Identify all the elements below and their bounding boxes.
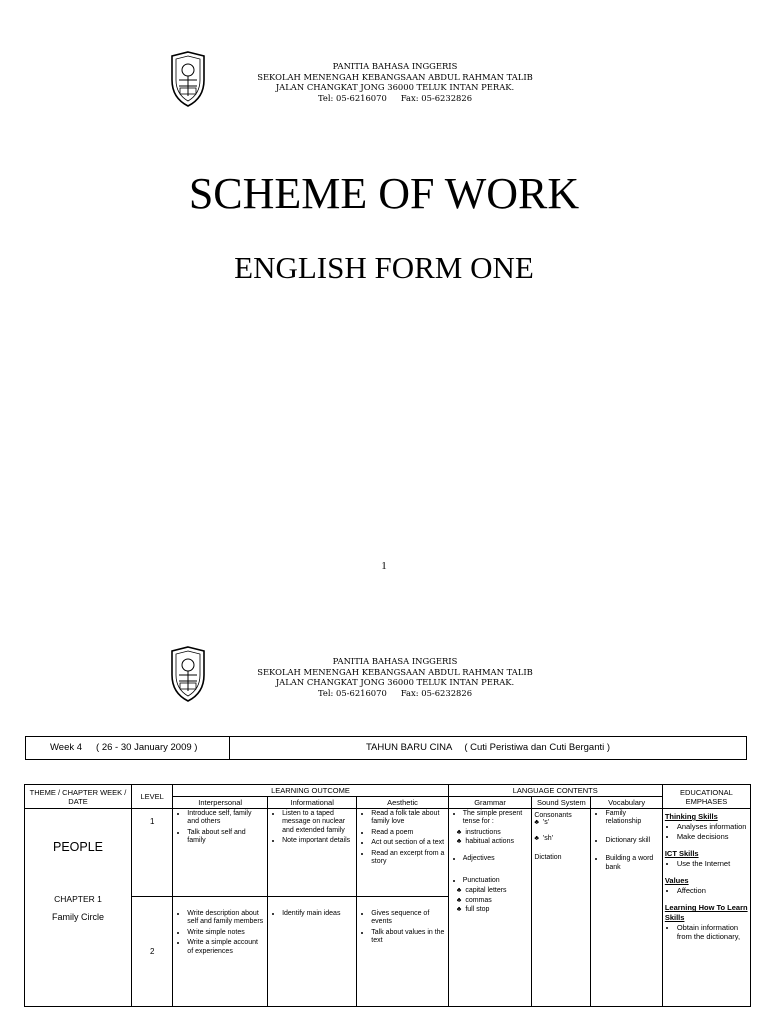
- values-heading: Values: [664, 876, 689, 886]
- list-item: • Read an excerpt from a story: [371, 850, 445, 867]
- list-item: ♣ commas: [467, 897, 530, 905]
- row1-interpersonal: [173, 809, 268, 897]
- list-item: • Affection: [677, 886, 748, 895]
- row2-informational: [268, 897, 357, 1007]
- header-line-3: JALAN CHANGKAT JONG 36000 TELUK INTAN PERAK.: [275, 677, 515, 687]
- list-item: ♣ 's': [544, 819, 588, 827]
- week-cell: [26, 737, 230, 759]
- list-item: ♣ habitual actions: [467, 838, 530, 846]
- cover-title: SCHEME OF WORK: [188, 169, 580, 218]
- header-learning-outcome: LEARNING OUTCOME: [173, 785, 448, 797]
- list-item: • Dictionary skill: [605, 837, 659, 845]
- list-item: • Analyses information: [677, 822, 748, 831]
- page-edge: [0, 1015, 768, 1024]
- scheme-table: [24, 784, 751, 1007]
- vocabulary-cell: [591, 809, 662, 1007]
- list-item: • The simple present tense for :: [463, 810, 530, 827]
- header-vocabulary: Vocabulary: [591, 797, 662, 809]
- row1-aesthetic: [357, 809, 448, 897]
- list-item: • Act out section of a text: [371, 839, 445, 847]
- school-header: [210, 61, 580, 103]
- theme-cell: [25, 809, 132, 1007]
- theme-name: PEOPLE: [53, 840, 104, 854]
- header-tel: Tel: 05-6216070: [317, 687, 387, 698]
- row2-interpersonal: [173, 897, 268, 1007]
- header-interpersonal: Interpersonal: [173, 797, 268, 809]
- header-informational: Informational: [268, 797, 357, 809]
- page-number: 1: [381, 560, 387, 572]
- list-item: • Talk about values in the text: [371, 929, 445, 946]
- sound-dictation: Dictation: [534, 853, 562, 861]
- row1-informational: [268, 809, 357, 897]
- thinking-skills-heading: Thinking Skills: [664, 812, 718, 821]
- chapter-number: CHAPTER 1: [54, 894, 102, 904]
- grammar-cell: [448, 809, 532, 1007]
- emphases-cell: [662, 809, 750, 1007]
- header-sound-system: Sound System: [532, 797, 591, 809]
- list-item: • Note important details: [282, 837, 354, 845]
- list-item: • Obtain information from the dictionary,: [677, 923, 748, 942]
- school-crest-logo: [166, 50, 210, 108]
- sound-system-cell: [532, 809, 591, 1007]
- list-item: • Talk about self and family: [187, 829, 265, 846]
- list-item: • Use the Internet: [677, 859, 748, 868]
- header-aesthetic: Aesthetic: [357, 797, 448, 809]
- header-line-2: SEKOLAH MENENGAH KEBANGSAAN ABDUL RAHMAN TALIB: [257, 71, 533, 82]
- holiday-note: ( Cuti Peristiwa dan Cuti Berganti ): [464, 742, 611, 753]
- week-info-box: [25, 736, 747, 760]
- list-item: ♣ capital letters: [467, 887, 530, 895]
- list-item: • Identify main ideas: [282, 910, 354, 918]
- sound-consonants: Consonants: [534, 812, 572, 819]
- list-item: • Write description about self and family members: [187, 910, 265, 927]
- cover-subtitle: ENGLISH FORM ONE: [234, 250, 534, 285]
- list-item: ♣ full stop: [467, 906, 530, 914]
- header-tel: Tel: 05-6216070: [317, 92, 387, 103]
- week-dates: ( 26 - 30 January 2009 ): [96, 742, 198, 753]
- list-item: • Building a word bank: [605, 855, 659, 872]
- list-item: • Punctuation: [463, 877, 530, 885]
- level-cell: 1: [132, 809, 173, 897]
- header-fax: Fax: 05-6232826: [400, 92, 473, 103]
- list-item: • Introduce self, family and others: [187, 810, 265, 827]
- list-item: • Write a simple account of experiences: [187, 939, 265, 956]
- week-label: Week 4: [50, 742, 83, 753]
- ict-skills-heading: ICT Skills: [664, 849, 699, 859]
- header-line-1: PANITIA BAHASA INGGERIS: [332, 61, 458, 71]
- list-item: • Read a poem: [371, 829, 445, 837]
- list-item: • Listen to a taped message on nuclear and extended family: [282, 810, 354, 835]
- school-crest-logo: [166, 645, 210, 703]
- learning-how-heading: Learning How To Learn Skills: [664, 903, 748, 922]
- header-language-contents: LANGUAGE CONTENTS: [448, 785, 662, 797]
- school-header: [210, 656, 580, 698]
- list-item: • Gives sequence of events: [371, 910, 445, 927]
- list-item: ♣ instructions: [467, 829, 530, 837]
- row2-aesthetic: [357, 897, 448, 1007]
- list-item: • Read a folk tale about family love: [371, 810, 445, 827]
- level-cell: 2: [132, 897, 173, 1007]
- list-item: • Adjectives: [463, 855, 530, 863]
- header-line-2: SEKOLAH MENENGAH KEBANGSAAN ABDUL RAHMAN TALIB: [257, 666, 533, 677]
- header-contact: [210, 688, 580, 699]
- header-level: LEVEL: [132, 785, 173, 809]
- header-grammar: Grammar: [448, 797, 532, 809]
- header-fax: Fax: 05-6232826: [400, 687, 473, 698]
- header-line-1: PANITIA BAHASA INGGERIS: [332, 656, 458, 666]
- holiday-cell: [230, 737, 746, 759]
- header-contact: [210, 93, 580, 104]
- header-line-3: JALAN CHANGKAT JONG 36000 TELUK INTAN PERAK.: [275, 82, 515, 92]
- header-theme: THEME / CHAPTER WEEK / DATE: [25, 785, 132, 809]
- chapter-title: Family Circle: [52, 912, 105, 922]
- list-item: • Make decisions: [677, 832, 748, 841]
- list-item: • Family relationship: [605, 810, 659, 827]
- holiday-name: TAHUN BARU CINA: [365, 742, 453, 753]
- list-item: • Write simple notes: [187, 929, 265, 937]
- header-educational-emphases: EDUCATIONAL EMPHASES: [662, 785, 750, 809]
- list-item: ♣ 'sh': [544, 835, 588, 843]
